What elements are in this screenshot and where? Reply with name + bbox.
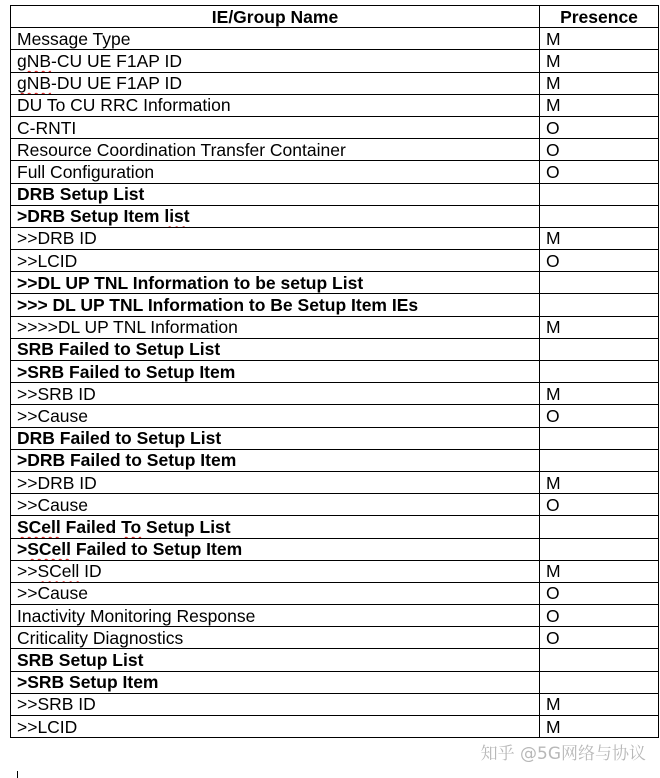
- ie-name-cell: >SRB Failed to Setup Item: [11, 361, 540, 383]
- ie-name-cell: >>Cause: [11, 405, 540, 427]
- presence-cell: [540, 649, 659, 671]
- presence-cell: M: [540, 227, 659, 249]
- table-row: [11, 139, 659, 161]
- table-header-row: [11, 6, 659, 28]
- table-row: [11, 494, 659, 516]
- ie-name-cell: gNB-DU UE F1AP ID: [11, 72, 540, 94]
- table-row: [11, 361, 659, 383]
- watermark-text: 知乎 @5G网络与协议: [480, 744, 646, 764]
- table-row: [11, 716, 659, 738]
- presence-cell: M: [540, 94, 659, 116]
- ie-name-cell: >>SRB ID: [11, 383, 540, 405]
- table-row: [11, 183, 659, 205]
- presence-cell: O: [540, 161, 659, 183]
- presence-cell: [540, 671, 659, 693]
- presence-cell: O: [540, 116, 659, 138]
- ie-name-cell: >>DRB ID: [11, 471, 540, 493]
- table-row: [11, 227, 659, 249]
- ie-name-cell: >>>>DL UP TNL Information: [11, 316, 540, 338]
- presence-cell: [540, 427, 659, 449]
- ie-name-cell: Message Type: [11, 28, 540, 50]
- column-header-presence: Presence: [540, 6, 659, 28]
- page-edge-mark: [17, 771, 18, 778]
- ie-name-cell: >>Cause: [11, 494, 540, 516]
- presence-cell: [540, 272, 659, 294]
- presence-cell: [540, 538, 659, 560]
- presence-cell: [540, 516, 659, 538]
- ie-name-cell: >SCell Failed to Setup Item: [11, 538, 540, 560]
- ie-name-cell: >>LCID: [11, 716, 540, 738]
- table-row: [11, 250, 659, 272]
- presence-cell: M: [540, 316, 659, 338]
- table-row: [11, 272, 659, 294]
- ie-name-cell: >DRB Failed to Setup Item: [11, 449, 540, 471]
- table-row: [11, 383, 659, 405]
- presence-cell: O: [540, 139, 659, 161]
- column-header-ie-group-name: IE/Group Name: [11, 6, 540, 28]
- ie-name-cell: >>> DL UP TNL Information to Be Setup Item IEs: [11, 294, 540, 316]
- ie-name-cell: Resource Coordination Transfer Container: [11, 139, 540, 161]
- ie-name-cell: >>Cause: [11, 582, 540, 604]
- presence-cell: [540, 338, 659, 360]
- table-row: [11, 427, 659, 449]
- table-row: [11, 538, 659, 560]
- table-row: [11, 161, 659, 183]
- ie-name-cell: gNB-CU UE F1AP ID: [11, 50, 540, 72]
- ie-name-cell: >DRB Setup Item list: [11, 205, 540, 227]
- presence-cell: O: [540, 494, 659, 516]
- ie-name-cell: SRB Failed to Setup List: [11, 338, 540, 360]
- table-row: [11, 582, 659, 604]
- table-row: [11, 693, 659, 715]
- ie-name-cell: >>DRB ID: [11, 227, 540, 249]
- presence-cell: M: [540, 383, 659, 405]
- table-row: [11, 405, 659, 427]
- table-row: [11, 560, 659, 582]
- presence-cell: O: [540, 250, 659, 272]
- table-row: [11, 294, 659, 316]
- table-row: [11, 94, 659, 116]
- presence-cell: [540, 205, 659, 227]
- presence-cell: [540, 294, 659, 316]
- ie-name-cell: SRB Setup List: [11, 649, 540, 671]
- presence-cell: O: [540, 605, 659, 627]
- table-row: [11, 449, 659, 471]
- presence-cell: O: [540, 582, 659, 604]
- table-row: [11, 605, 659, 627]
- ie-name-cell: DU To CU RRC Information: [11, 94, 540, 116]
- ie-name-cell: DRB Setup List: [11, 183, 540, 205]
- table-row: [11, 28, 659, 50]
- presence-cell: M: [540, 471, 659, 493]
- table-row: [11, 316, 659, 338]
- ie-name-cell: >>SCell ID: [11, 560, 540, 582]
- presence-cell: M: [540, 560, 659, 582]
- table-body: [11, 28, 659, 738]
- presence-cell: M: [540, 716, 659, 738]
- table-row: [11, 471, 659, 493]
- ie-name-cell: Full Configuration: [11, 161, 540, 183]
- presence-cell: O: [540, 627, 659, 649]
- ie-name-cell: SCell Failed To Setup List: [11, 516, 540, 538]
- presence-cell: [540, 361, 659, 383]
- table-row: [11, 516, 659, 538]
- ie-name-cell: DRB Failed to Setup List: [11, 427, 540, 449]
- presence-cell: [540, 449, 659, 471]
- table-row: [11, 338, 659, 360]
- ie-name-cell: >SRB Setup Item: [11, 671, 540, 693]
- presence-cell: M: [540, 28, 659, 50]
- presence-cell: O: [540, 405, 659, 427]
- ie-group-table: [10, 5, 659, 738]
- presence-cell: M: [540, 72, 659, 94]
- ie-name-cell: C-RNTI: [11, 116, 540, 138]
- presence-cell: M: [540, 693, 659, 715]
- table-row: [11, 627, 659, 649]
- table-row: [11, 205, 659, 227]
- ie-name-cell: >>LCID: [11, 250, 540, 272]
- table-row: [11, 116, 659, 138]
- ie-name-cell: >>SRB ID: [11, 693, 540, 715]
- table-row: [11, 50, 659, 72]
- ie-name-cell: Criticality Diagnostics: [11, 627, 540, 649]
- ie-name-cell: Inactivity Monitoring Response: [11, 605, 540, 627]
- presence-cell: [540, 183, 659, 205]
- table-row: [11, 649, 659, 671]
- table-row: [11, 671, 659, 693]
- presence-cell: M: [540, 50, 659, 72]
- ie-name-cell: >>DL UP TNL Information to be setup List: [11, 272, 540, 294]
- table-row: [11, 72, 659, 94]
